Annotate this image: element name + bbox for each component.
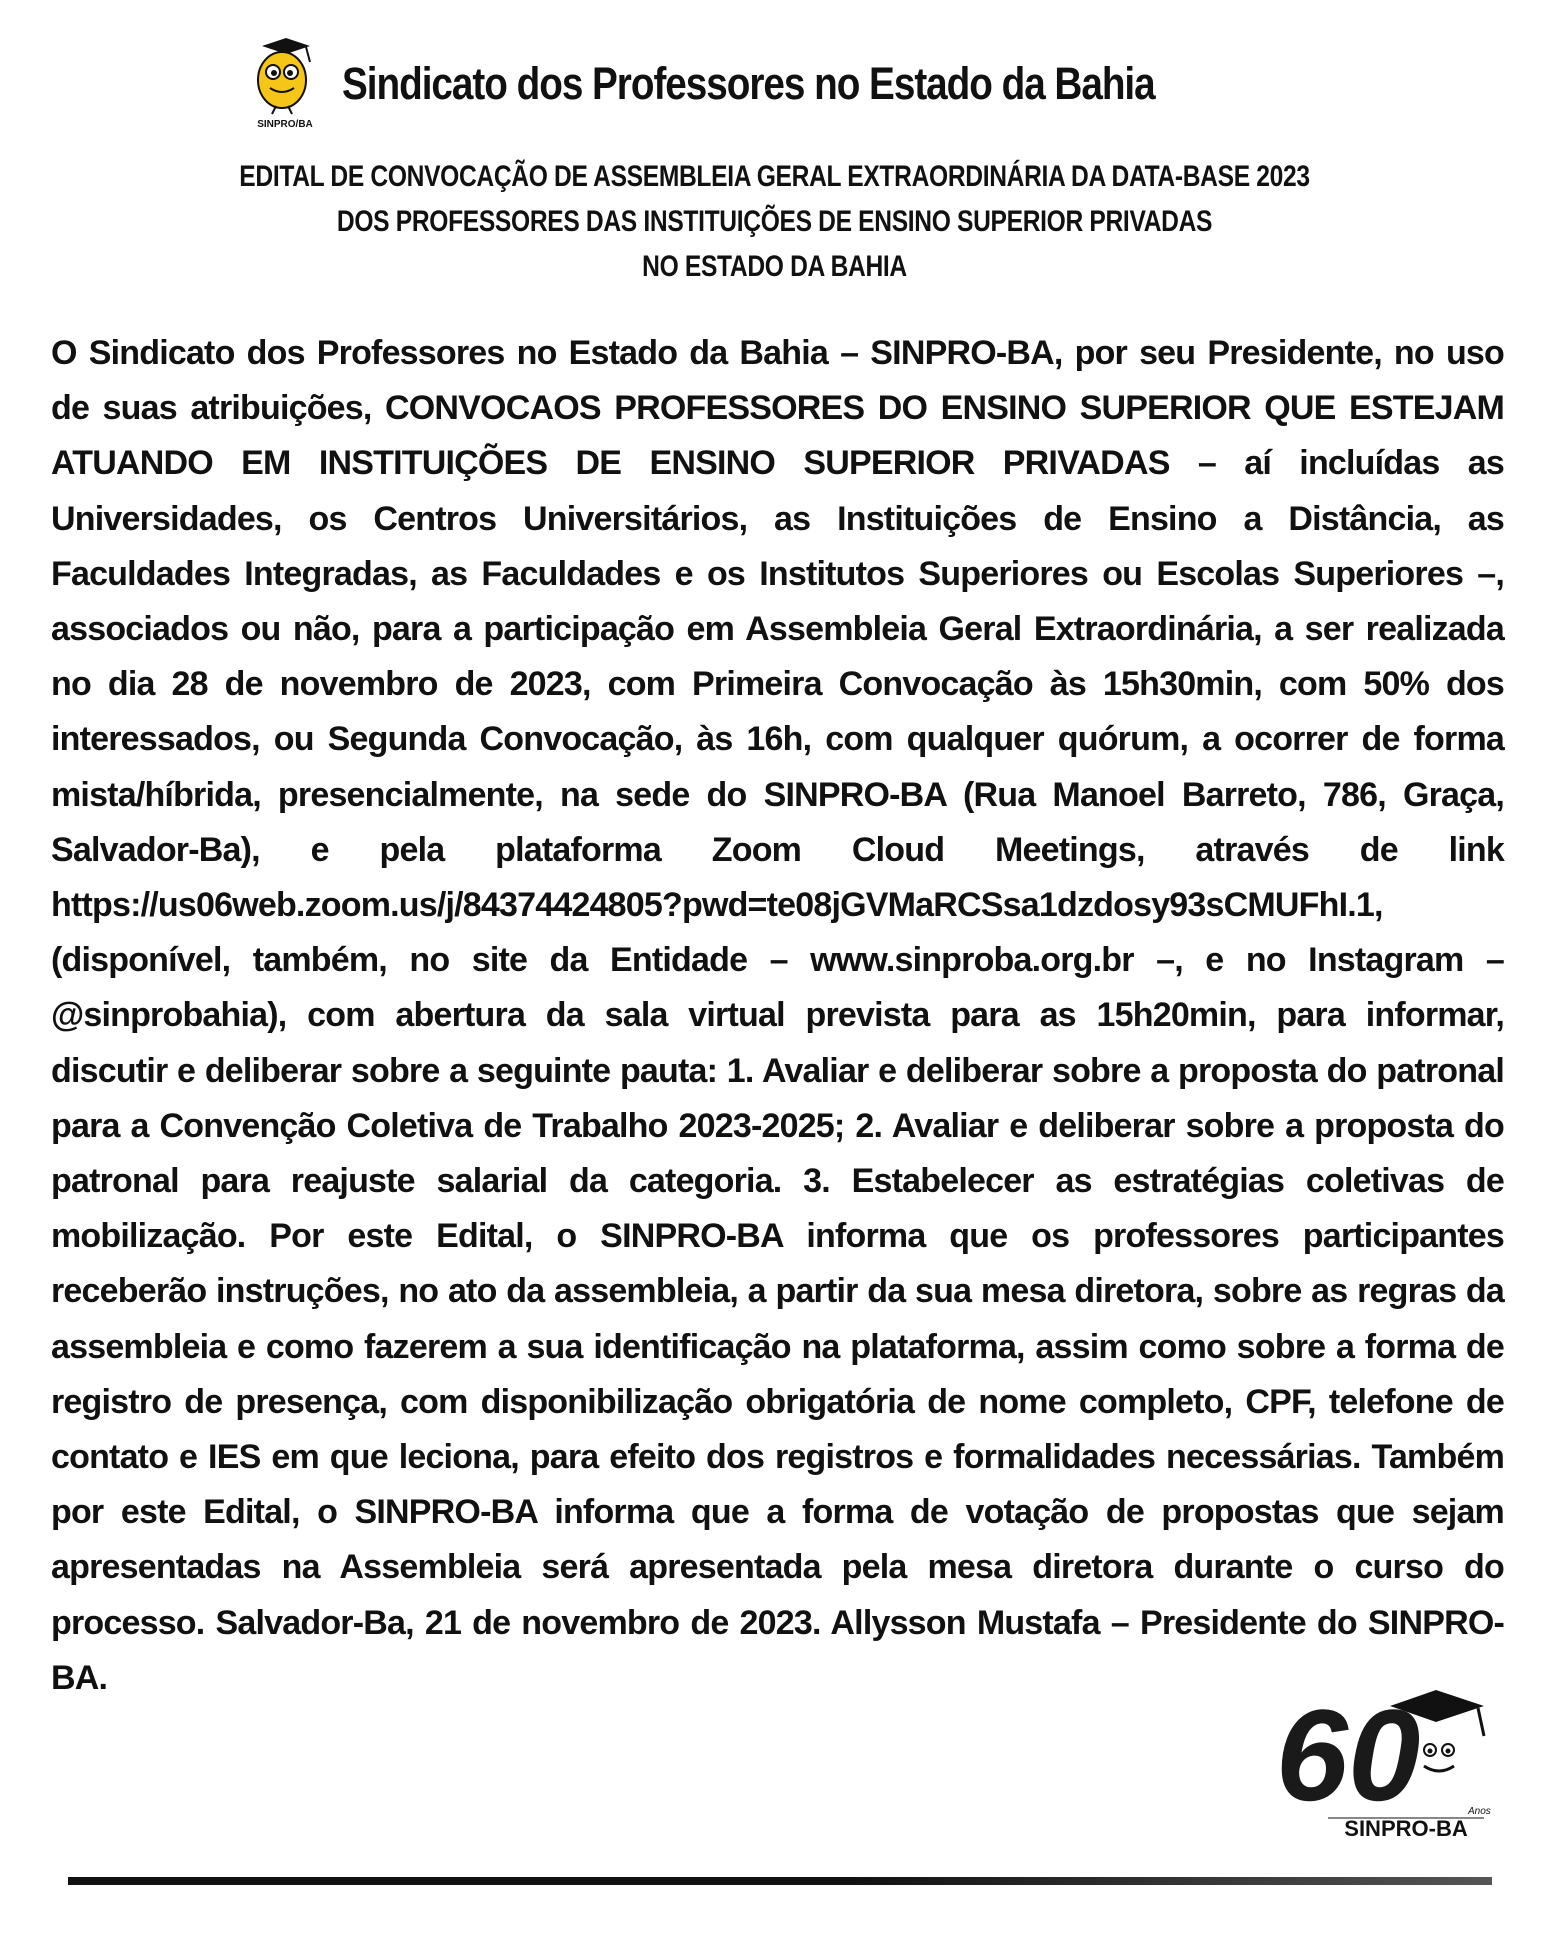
organization-name: Sindicato dos Professores no Estado da Bahia [342,58,1155,109]
document-title [0,154,1549,289]
logo-number: 60 [1275,1682,1421,1828]
page-header [0,28,1549,130]
owl-logo-icon [248,34,322,130]
logo-name: SINPRO-BA [1344,1816,1468,1841]
title-line-3: NO ESTADO DA BAHIA [642,250,907,283]
sixty-years-logo-icon [1275,1682,1498,1841]
logo-anos-label: Anos [1468,1806,1491,1817]
title-line-1: EDITAL DE CONVOCAÇÃO DE ASSEMBLEIA GERAL EXTRAORDINÁRIA DA DATA-BASE 2023 [239,160,1310,193]
notice-body [51,326,1504,1706]
logo-caption: SINPRO/BA [257,119,313,130]
notice-paragraph: O Sindicato dos Professores no Estado da Bahia – SINPRO-BA, por seu Presidente, no uso de suas atribuições, CONVOCAOS PROFESSORES DO ENSINO SUPERIOR QUE ESTEJAM ATUANDO EM INSTITUIÇÕES DE ENSINO SUPERIOR PRIVADAS – aí incluídas as Universidades, os Centros Universitários, as Instituições de Ensino a Distância, as Faculdades Integradas, as Faculdades e os Institutos Superiores ou Escolas Superiores –, associados ou não, para a participação em Assembleia Geral Extraordinária, a ser realizada no dia 28 de novembro de 2023, com Primeira Convocação às 15h30min, com 50% dos interessados, ou Segunda Convocação, às 16h, com qualquer quórum, a ocorrer de forma mista/híbrida, presencialmente, na sede do SINPRO-BA (Rua Manoel Barreto, 786, Graça, Salvador-Ba), e pela plataforma Zoom Cloud Meetings, através de link https://us06web.zoom.us/j/84374424805?pwd=te08jGVMaRCSsa1dzdosy93sCMUFhI.1, (disponível, também, no site da Entidade – www.sinproba.org.br –, e no Instagram – @sinprobahia), com abertura da sala virtual prevista para as 15h20min, para informar, discutir e deliberar sobre a seguinte pauta: 1. Avaliar e deliberar sobre a proposta do patronal para a Convenção Coletiva de Trabalho 2023-2025; 2. Avaliar e deliberar sobre a proposta do patronal para reajuste salarial da categoria. 3. Estabelecer as estratégias coletivas de mobilização. Por este Edital, o SINPRO-BA informa que os professores participantes receberão instruções, no ato da assembleia, a partir da sua mesa diretora, sobre as regras da assembleia e como fazerem a sua identificação na plataforma, assim como sobre a forma de registro de presença, com disponibilização obrigatória de nome completo, CPF, telefone de contato e IES em que leciona, para efeito dos registros e formalidades necessárias. Também por este Edital, o SINPRO-BA informa que a forma de votação de propostas que sejam apresentadas na Assembleia será apresentada pela mesa diretora durante o curso do processo. Salvador-Ba, 21 de novembro de 2023. Allysson Mustafa – Presidente do SINPRO-BA. [51,334,1504,1697]
title-line-2: DOS PROFESSORES DAS INSTITUIÇÕES DE ENSINO SUPERIOR PRIVADAS [336,205,1213,238]
bottom-divider [68,1877,1492,1885]
